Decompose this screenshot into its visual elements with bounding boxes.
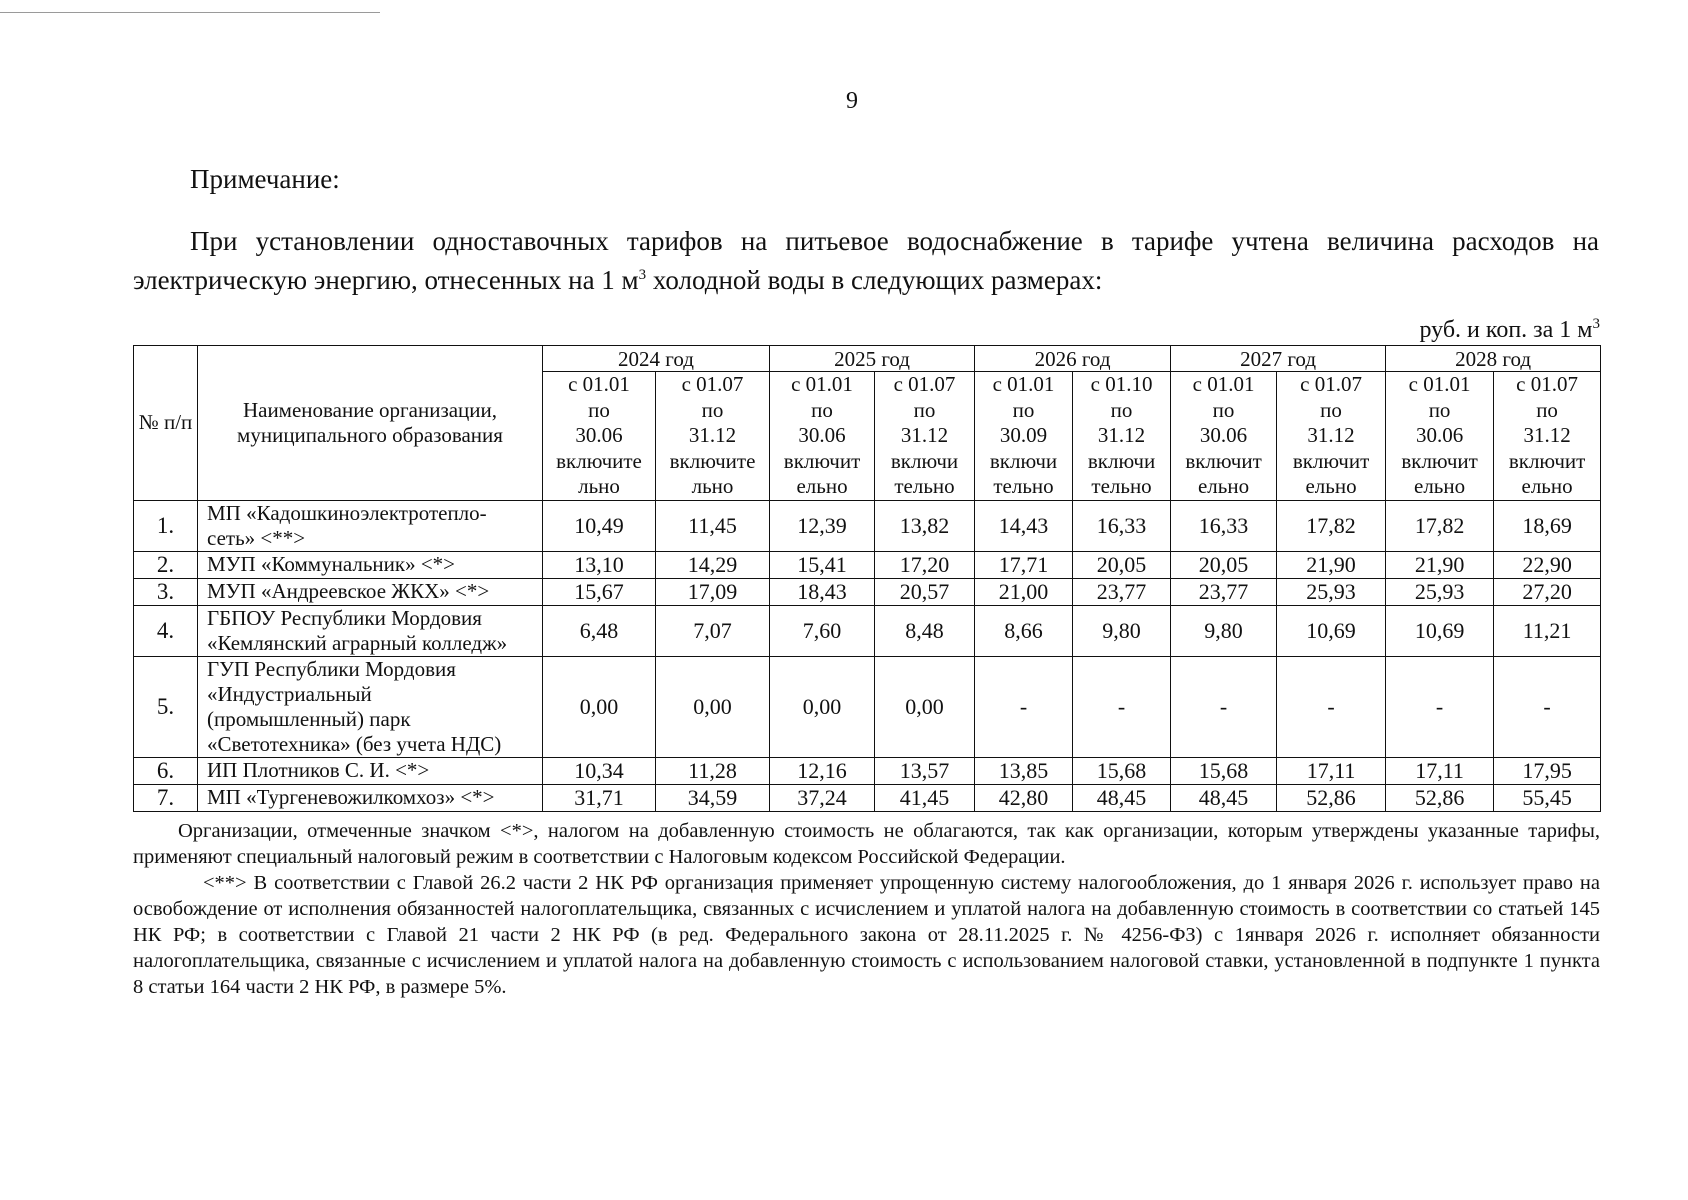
period-line: 30.09 [999,423,1048,447]
period-line: 30.06 [1415,423,1464,447]
tariff-value: 25,93 [1277,578,1386,605]
period-line: 31.12 [1097,423,1146,447]
note-heading: Примечание: [190,164,340,194]
period-line: 30.06 [798,423,846,447]
row-number: 2. [134,551,198,578]
tariff-value: 17,95 [1494,757,1601,784]
period-header [543,372,656,501]
row-number: 5. [134,656,198,757]
organization-name-line: «Индустриальный [207,681,372,706]
table-row [134,578,1601,605]
tariff-value: 8,48 [875,605,975,656]
year-header: 2027 год [1171,346,1386,372]
tariff-value: 17,20 [875,551,975,578]
table-row [134,551,1601,578]
tariff-value: 25,93 [1386,578,1494,605]
period-line: с 01.01 [1192,372,1255,396]
units-label [1419,316,1600,344]
footnotes [133,818,1600,1000]
year-header: 2025 год [770,346,975,372]
organization-name [198,551,543,578]
organization-name [198,656,543,757]
tariff-value: - [1494,656,1601,757]
organization-name [198,605,543,656]
tariff-value: 10,49 [543,500,656,551]
organization-name-line: ГУП Республики Мордовия [207,656,456,681]
period-header [656,372,770,501]
period-line: включит [783,448,861,473]
period-line: льно [578,474,620,498]
period-line: включит [1401,448,1478,473]
period-line: по [1320,397,1342,422]
tariff-value: 15,68 [1171,757,1277,784]
tariff-value: 48,45 [1171,784,1277,811]
tariff-value: - [1073,656,1171,757]
period-line: 31.12 [1307,423,1355,447]
period-line: с 01.01 [992,372,1055,396]
tariff-value: 21,90 [1386,551,1494,578]
organization-name [198,500,543,551]
period-line: по [1012,397,1035,422]
tariff-value: 12,39 [770,500,875,551]
table-row [134,605,1601,656]
table-row [134,500,1601,551]
tariff-value: 17,11 [1277,757,1386,784]
year-header: 2026 год [975,346,1171,372]
tariff-value: 9,80 [1073,605,1171,656]
period-header [1073,372,1171,501]
table-row [134,656,1601,757]
year-header-row [134,346,1601,372]
tariff-value: 20,57 [875,578,975,605]
period-line: ельно [796,474,848,498]
organization-name-line: сеть» <**> [207,525,306,550]
tariff-value: 27,20 [1494,578,1601,605]
period-line: тельно [1091,474,1152,498]
tariff-value: 0,00 [875,656,975,757]
tariff-table [133,345,1601,812]
tariff-value: 0,00 [656,656,770,757]
tariff-value: - [1277,656,1386,757]
tariff-value: 6,48 [543,605,656,656]
tariff-value: 18,43 [770,578,875,605]
tariff-value: 31,71 [543,784,656,811]
tariff-value: 15,67 [543,578,656,605]
period-line: 31.12 [900,423,949,447]
tariff-value: 20,05 [1171,551,1277,578]
period-line: с 01.07 [893,372,956,396]
footnote-double-asterisk: <**> В соответствии с Главой 26.2 части 2 НК РФ организация применяет упрощенную систему налогообложения, до 1 января 2026 г. использует право на освобождение от исполнения обязанностей налогоплательщика, связанных с исчислением и уплатой налога на добавленную стоимость в соответствии со статьей 145 НК РФ; в соответствии с Главой 21 части 2 НК РФ (в ред. Федерального закона от 28.11.2025 г. № 4256-ФЗ) с 1января 2026 г. исполняет обязанности налогоплательщика, связанные с исчислением и уплатой налога на добавленную стоимость с использованием налоговой ставки, установленной в подпункте 1 пункта 8 статьи 164 части 2 НК РФ, в размере 5%. [133,872,1600,998]
tariff-value: 18,69 [1494,500,1601,551]
tariff-value: - [1386,656,1494,757]
tariff-value: 23,77 [1171,578,1277,605]
organization-name-line: МУП «Коммунальник» <*> [207,552,456,576]
tariff-value: 37,24 [770,784,875,811]
period-line: с 01.01 [1408,372,1471,396]
table-body [134,500,1601,811]
period-line: по [1536,397,1558,422]
tariff-value: - [975,656,1073,757]
tariff-value: 17,82 [1277,500,1386,551]
tariff-value: 52,86 [1277,784,1386,811]
row-number: 4. [134,605,198,656]
organization-name-line: МП «Тургеневожилкомхоз» <*> [207,785,495,809]
tariff-value: 10,69 [1386,605,1494,656]
organization-name [198,757,543,784]
period-line: по [1110,397,1133,422]
intro-text: При установлении одноставочных тарифов на питьевое водоснабжение в тарифе учтена величина расходов на электрическую энергию, отнесенных на 1 м [133,226,1599,295]
period-line: с 01.01 [791,372,853,396]
tariff-value: 34,59 [656,784,770,811]
intro-text-end: холодной воды в следующих размерах: [646,265,1103,295]
footnote-single-asterisk: Организации, отмеченные значком <*>, налогом на добавленную стоимость не облагаются, так как организации, которым утверждены указанные тарифы, применяют специальный налоговый режим в соответствии с Налоговым кодексом Российской Федерации. [133,820,1600,868]
period-line: по [588,397,610,422]
tariff-value: 21,90 [1277,551,1386,578]
organization-name-line: МП «Кадошкиноэлектротепло- [207,500,487,525]
units-superscript: 3 [1592,316,1600,332]
tariff-value: 42,80 [975,784,1073,811]
period-line: включит [1292,448,1370,473]
top-rule [0,12,380,13]
tariff-value: - [1171,656,1277,757]
tariff-value: 13,57 [875,757,975,784]
period-header [1386,372,1494,501]
organization-name-line: МУП «Андреевское ЖКХ» <*> [207,579,490,603]
period-line: по [1212,397,1235,422]
tariff-value: 13,10 [543,551,656,578]
period-header [1277,372,1386,501]
tariff-value: 0,00 [543,656,656,757]
tariff-value: 41,45 [875,784,975,811]
row-number: 7. [134,784,198,811]
row-number: 6. [134,757,198,784]
table-row [134,757,1601,784]
tariff-value: 17,82 [1386,500,1494,551]
tariff-value: 9,80 [1171,605,1277,656]
row-number: 1. [134,500,198,551]
tariff-value: 14,29 [656,551,770,578]
period-line: включите [669,448,756,473]
organization-name-line: (промышленный) парк [207,706,411,731]
period-line: ельно [1197,474,1250,498]
period-line: 30.06 [1199,423,1248,447]
period-line: включи [989,448,1058,473]
period-line: с 01.01 [568,372,630,396]
tariff-value: 14,43 [975,500,1073,551]
tariff-value: 10,34 [543,757,656,784]
organization-name-line: «Светотехника» (без учета НДС) [207,731,502,756]
period-line: тельно [894,474,955,498]
period-line: с 01.07 [1516,372,1578,396]
period-line: включи [1087,448,1156,473]
period-line: с 01.10 [1090,372,1153,396]
tariff-value: 11,45 [656,500,770,551]
period-line: тельно [993,474,1054,498]
period-line: 30.06 [575,423,623,447]
period-header [1494,372,1601,501]
page-number: 9 [846,88,858,114]
intro-paragraph [133,224,1599,297]
period-line: 31.12 [688,423,737,447]
period-header [1171,372,1277,501]
tariff-value: 8,66 [975,605,1073,656]
tariff-value: 16,33 [1171,500,1277,551]
tariff-value: 17,71 [975,551,1073,578]
organization-name-line: «Кемлянский аграрный колледж» [207,630,508,655]
intro-superscript: 3 [638,267,647,283]
organization-name [198,578,543,605]
period-line: включите [556,448,642,473]
row-number: 3. [134,578,198,605]
period-line: с 01.07 [1300,372,1362,396]
year-header: 2028 год [1386,346,1601,372]
col-header-org: Наименование организации, муниципального образования [198,346,543,501]
period-line: включит [1185,448,1262,473]
tariff-value: 15,41 [770,551,875,578]
period-line: с 01.07 [681,372,744,396]
tariff-value: 10,69 [1277,605,1386,656]
period-line: льно [691,474,734,498]
tariff-value: 21,00 [975,578,1073,605]
period-header [770,372,875,501]
tariff-value: 17,09 [656,578,770,605]
period-line: ельно [1414,474,1466,498]
table-row [134,784,1601,811]
organization-name-line: ИП Плотников С. И. <*> [207,758,430,782]
tariff-value: 22,90 [1494,551,1601,578]
tariff-value: 7,07 [656,605,770,656]
tariff-value: 20,05 [1073,551,1171,578]
tariff-value: 48,45 [1073,784,1171,811]
organization-name [198,784,543,811]
organization-name-line: ГБПОУ Республики Мордовия [207,605,482,630]
units-text: руб. и коп. за 1 м [1419,317,1593,343]
period-line: 31.12 [1523,423,1571,447]
tariff-value: 55,45 [1494,784,1601,811]
period-line: включит [1508,448,1586,473]
tariff-value: 7,60 [770,605,875,656]
period-line: по [913,397,936,422]
tariff-value: 13,82 [875,500,975,551]
period-line: по [701,397,724,422]
tariff-value: 17,11 [1386,757,1494,784]
tariff-value: 15,68 [1073,757,1171,784]
tariff-value: 0,00 [770,656,875,757]
tariff-value: 12,16 [770,757,875,784]
tariff-value: 11,28 [656,757,770,784]
period-line: ельно [1521,474,1573,498]
period-line: по [1428,397,1451,422]
tariff-value: 11,21 [1494,605,1601,656]
period-header [975,372,1073,501]
tariff-value: 13,85 [975,757,1073,784]
period-line: включи [890,448,959,473]
tariff-value: 52,86 [1386,784,1494,811]
year-header: 2024 год [543,346,770,372]
period-line: по [811,397,833,422]
period-header [875,372,975,501]
tariff-value: 23,77 [1073,578,1171,605]
period-line: ельно [1305,474,1357,498]
col-header-num: № п/п [134,346,198,501]
tariff-value: 16,33 [1073,500,1171,551]
